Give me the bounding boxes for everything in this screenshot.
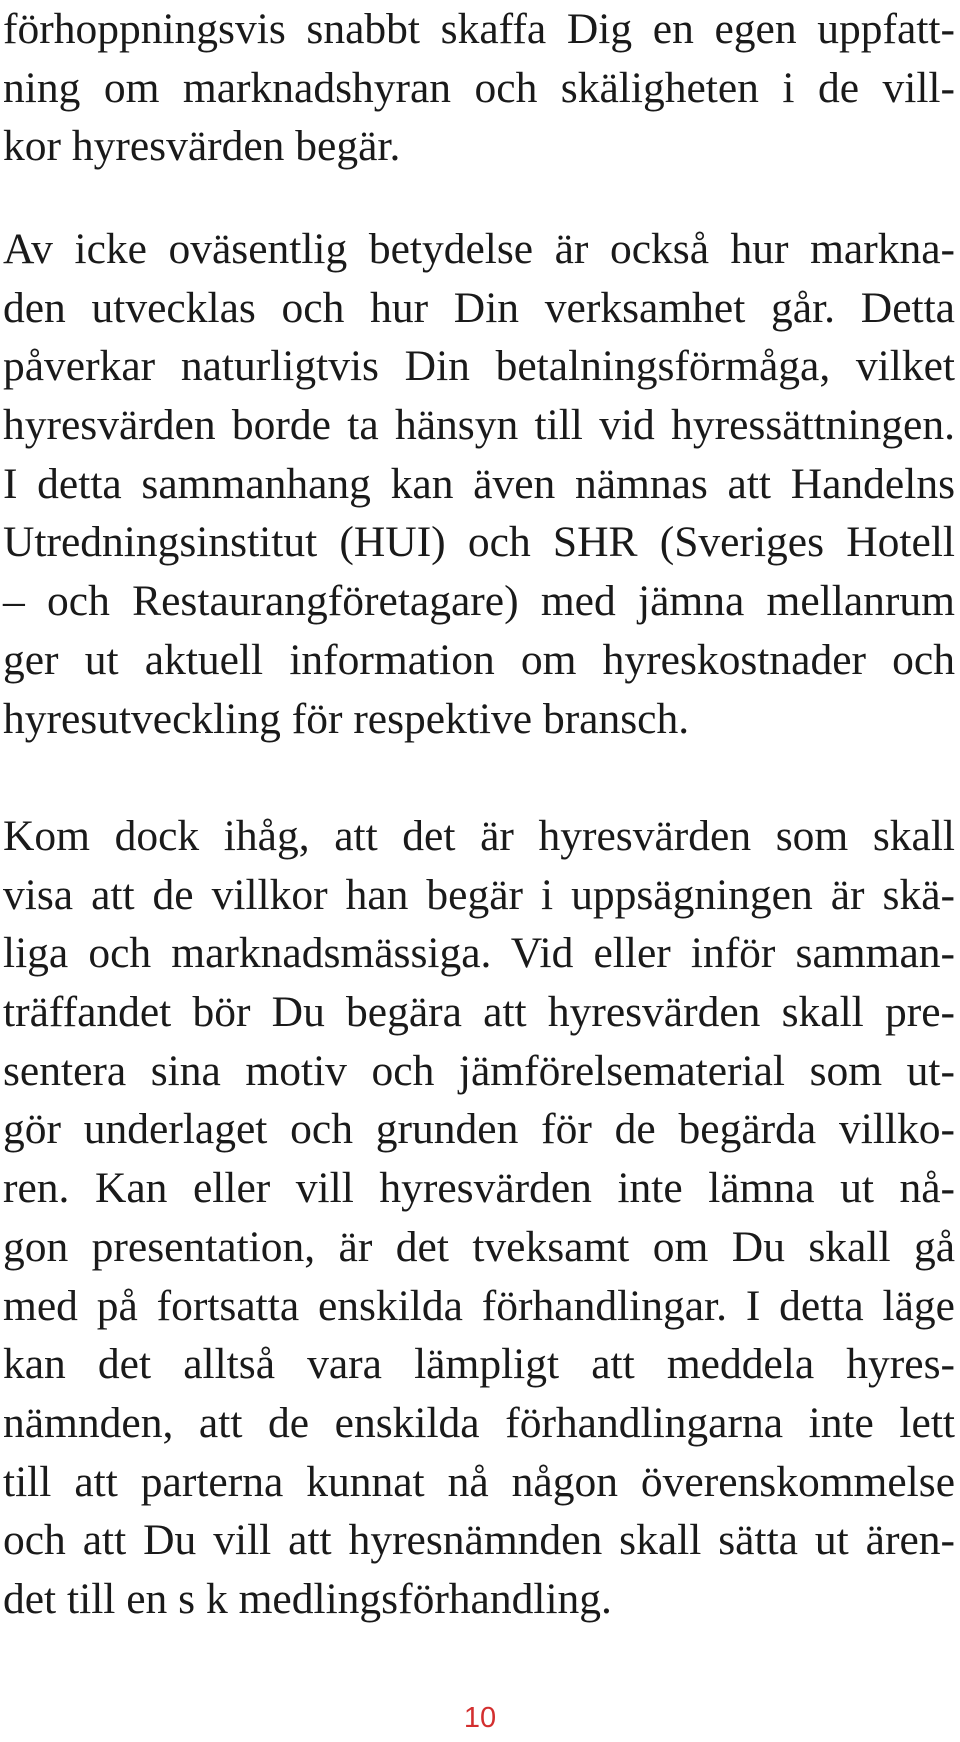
text-line: liga och marknadsmässiga. Vid eller inför samman- <box>3 929 955 978</box>
text-line: Utredningsinstitut (HUI) och SHR (Sveriges Hotell <box>3 518 955 567</box>
text-line: förhoppningsvis snabbt skaffa Dig en egen uppfatt- <box>3 5 955 53</box>
text-line: det till en s k medlingsförhandling. <box>3 1574 612 1623</box>
text-line: träffandet bör Du begära att hyresvärden skall pre- <box>3 988 955 1037</box>
text-line: Av icke oväsentlig betydelse är också hur markna- <box>3 225 955 273</box>
paragraph-3 <box>3 807 955 1629</box>
text-line: med på fortsatta enskilda förhandlingar. I detta läge <box>3 1281 955 1330</box>
page-number: 10 <box>463 1702 497 1734</box>
text-line: I detta sammanhang kan även nämnas att Handelns <box>3 459 955 508</box>
text-line: och att Du vill att hyresnämnden skall sätta ut ären- <box>3 1516 955 1565</box>
text-line: den utvecklas och hur Din verksamhet går. Detta <box>3 283 955 332</box>
text-line: ger ut aktuell information om hyreskostnader och <box>3 635 955 684</box>
text-line: nämnden, att de enskilda förhandlingarna inte lett <box>3 1398 955 1447</box>
text-line: gon presentation, är det tveksamt om Du skall gå <box>3 1222 955 1271</box>
text-line: sentera sina motiv och jämförelsematerial som ut- <box>3 1046 955 1095</box>
text-line: hyresutveckling för respektive bransch. <box>3 694 690 743</box>
text-line: ren. Kan eller vill hyresvärden inte lämna ut nå- <box>3 1164 955 1213</box>
text-line: visa att de villkor han begär i uppsägningen är skä- <box>3 870 955 919</box>
text-line: hyresvärden borde ta hänsyn till vid hyressättningen. <box>3 401 955 450</box>
text-line: Kom dock ihåg, att det är hyresvärden som skall <box>3 812 955 860</box>
text-line: till att parterna kunnat nå någon överenskommelse <box>3 1457 955 1506</box>
paragraph-1 <box>3 0 955 176</box>
text-line: kan det alltså vara lämpligt att meddela hyres- <box>3 1340 955 1389</box>
text-line: gör underlaget och grunden för de begärda villko- <box>3 1105 955 1154</box>
text-line: påverkar naturligtvis Din betalningsförmåga, vilket <box>3 342 955 391</box>
text-line: ning om marknadshyran och skäligheten i de vill- <box>3 63 955 112</box>
text-line: kor hyresvärden begär. <box>3 122 401 171</box>
paragraph-2 <box>3 220 955 748</box>
text-line: – och Restaurangföretagare) med jämna mellanrum <box>3 577 955 626</box>
